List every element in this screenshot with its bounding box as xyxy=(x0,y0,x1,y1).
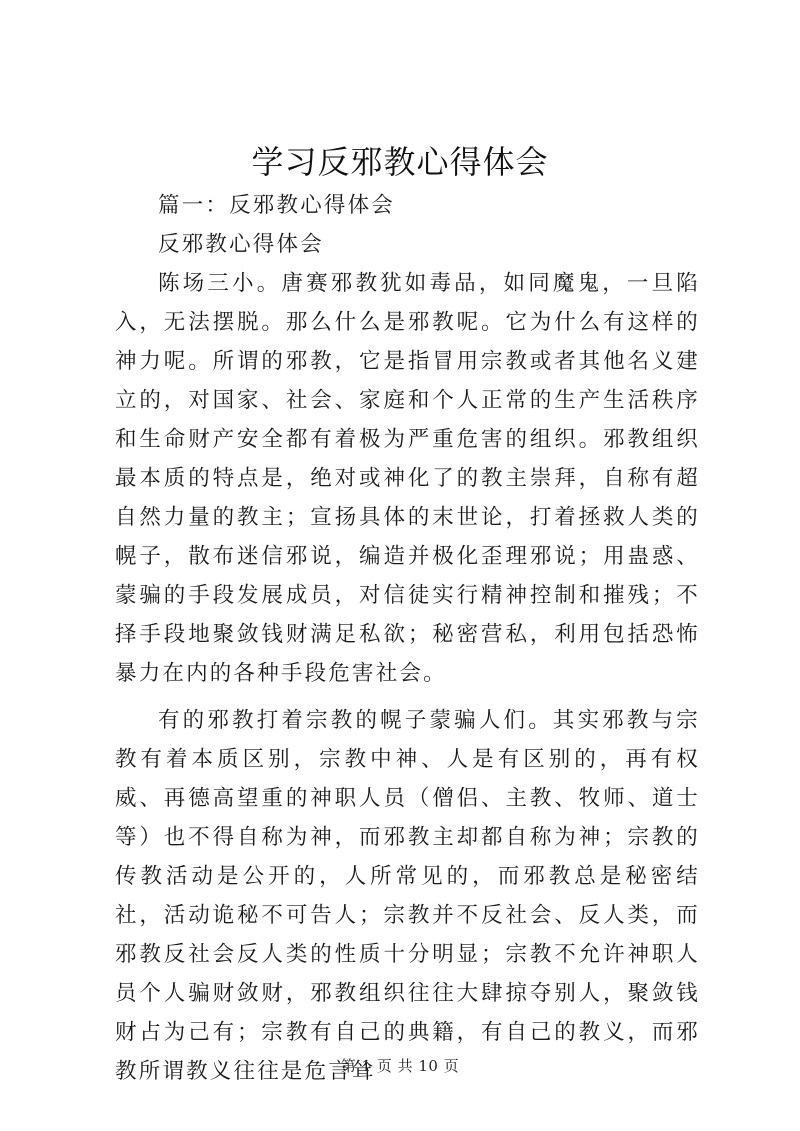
document-title: 学习反邪教心得体会 xyxy=(251,143,549,181)
body-paragraph: 有的邪教打着宗教的幌子蒙骗人们。其实邪教与宗教有着本质区别，宗教中神、人是有区别的，再有权威、再德高望重的神职人员（僧侣、主教、牧师、道士等）也不得自称为神，而邪教主却都自称为神；宗教的传教活动是公开的，人所常见的，而邪教总是秘密结社，活动诡秘不可告人；宗教并不反社会、反人类，而邪教反社会反人类的性质十分明显；宗教不允许神职人员个人骗财敛财，邪教组织往往大肆掠夺别人，聚敛钱财占为己有；宗教有自己的典籍，有自己的教义，而邪教所谓教义往往是危言耸 xyxy=(115,708,700,1084)
page-number: 第 1 页 共 10 页 xyxy=(340,1057,460,1075)
subsection-heading: 反邪教心得体会 xyxy=(158,232,324,257)
section-heading: 篇一：反邪教心得体会 xyxy=(158,193,396,218)
document-body xyxy=(115,186,700,1091)
body-paragraph: 陈场三小。唐赛邪教犹如毒品，如同魔鬼，一旦陷入，无法摆脱。那么什么是邪教呢。它为什么有这样的神力呢。所谓的邪教，它是指冒用宗教或者其他名义建立的，对国家、社会、家庭和个人正常的生产生活秩序和生命财产安全都有着极为严重危害的组织。邪教组织最本质的特点是，绝对或神化了的教主崇拜，自称有超自然力量的教主；宣扬具体的末世论，打着拯救人类的幌子，散布迷信邪说，编造并极化歪理邪说；用蛊惑、蒙骗的手段发展成员，对信徒实行精神控制和摧残；不择手段地聚敛钱财满足私欲；秘密营私，利用包括恐怖暴力在内的各种手段危害社会。 xyxy=(115,271,700,686)
